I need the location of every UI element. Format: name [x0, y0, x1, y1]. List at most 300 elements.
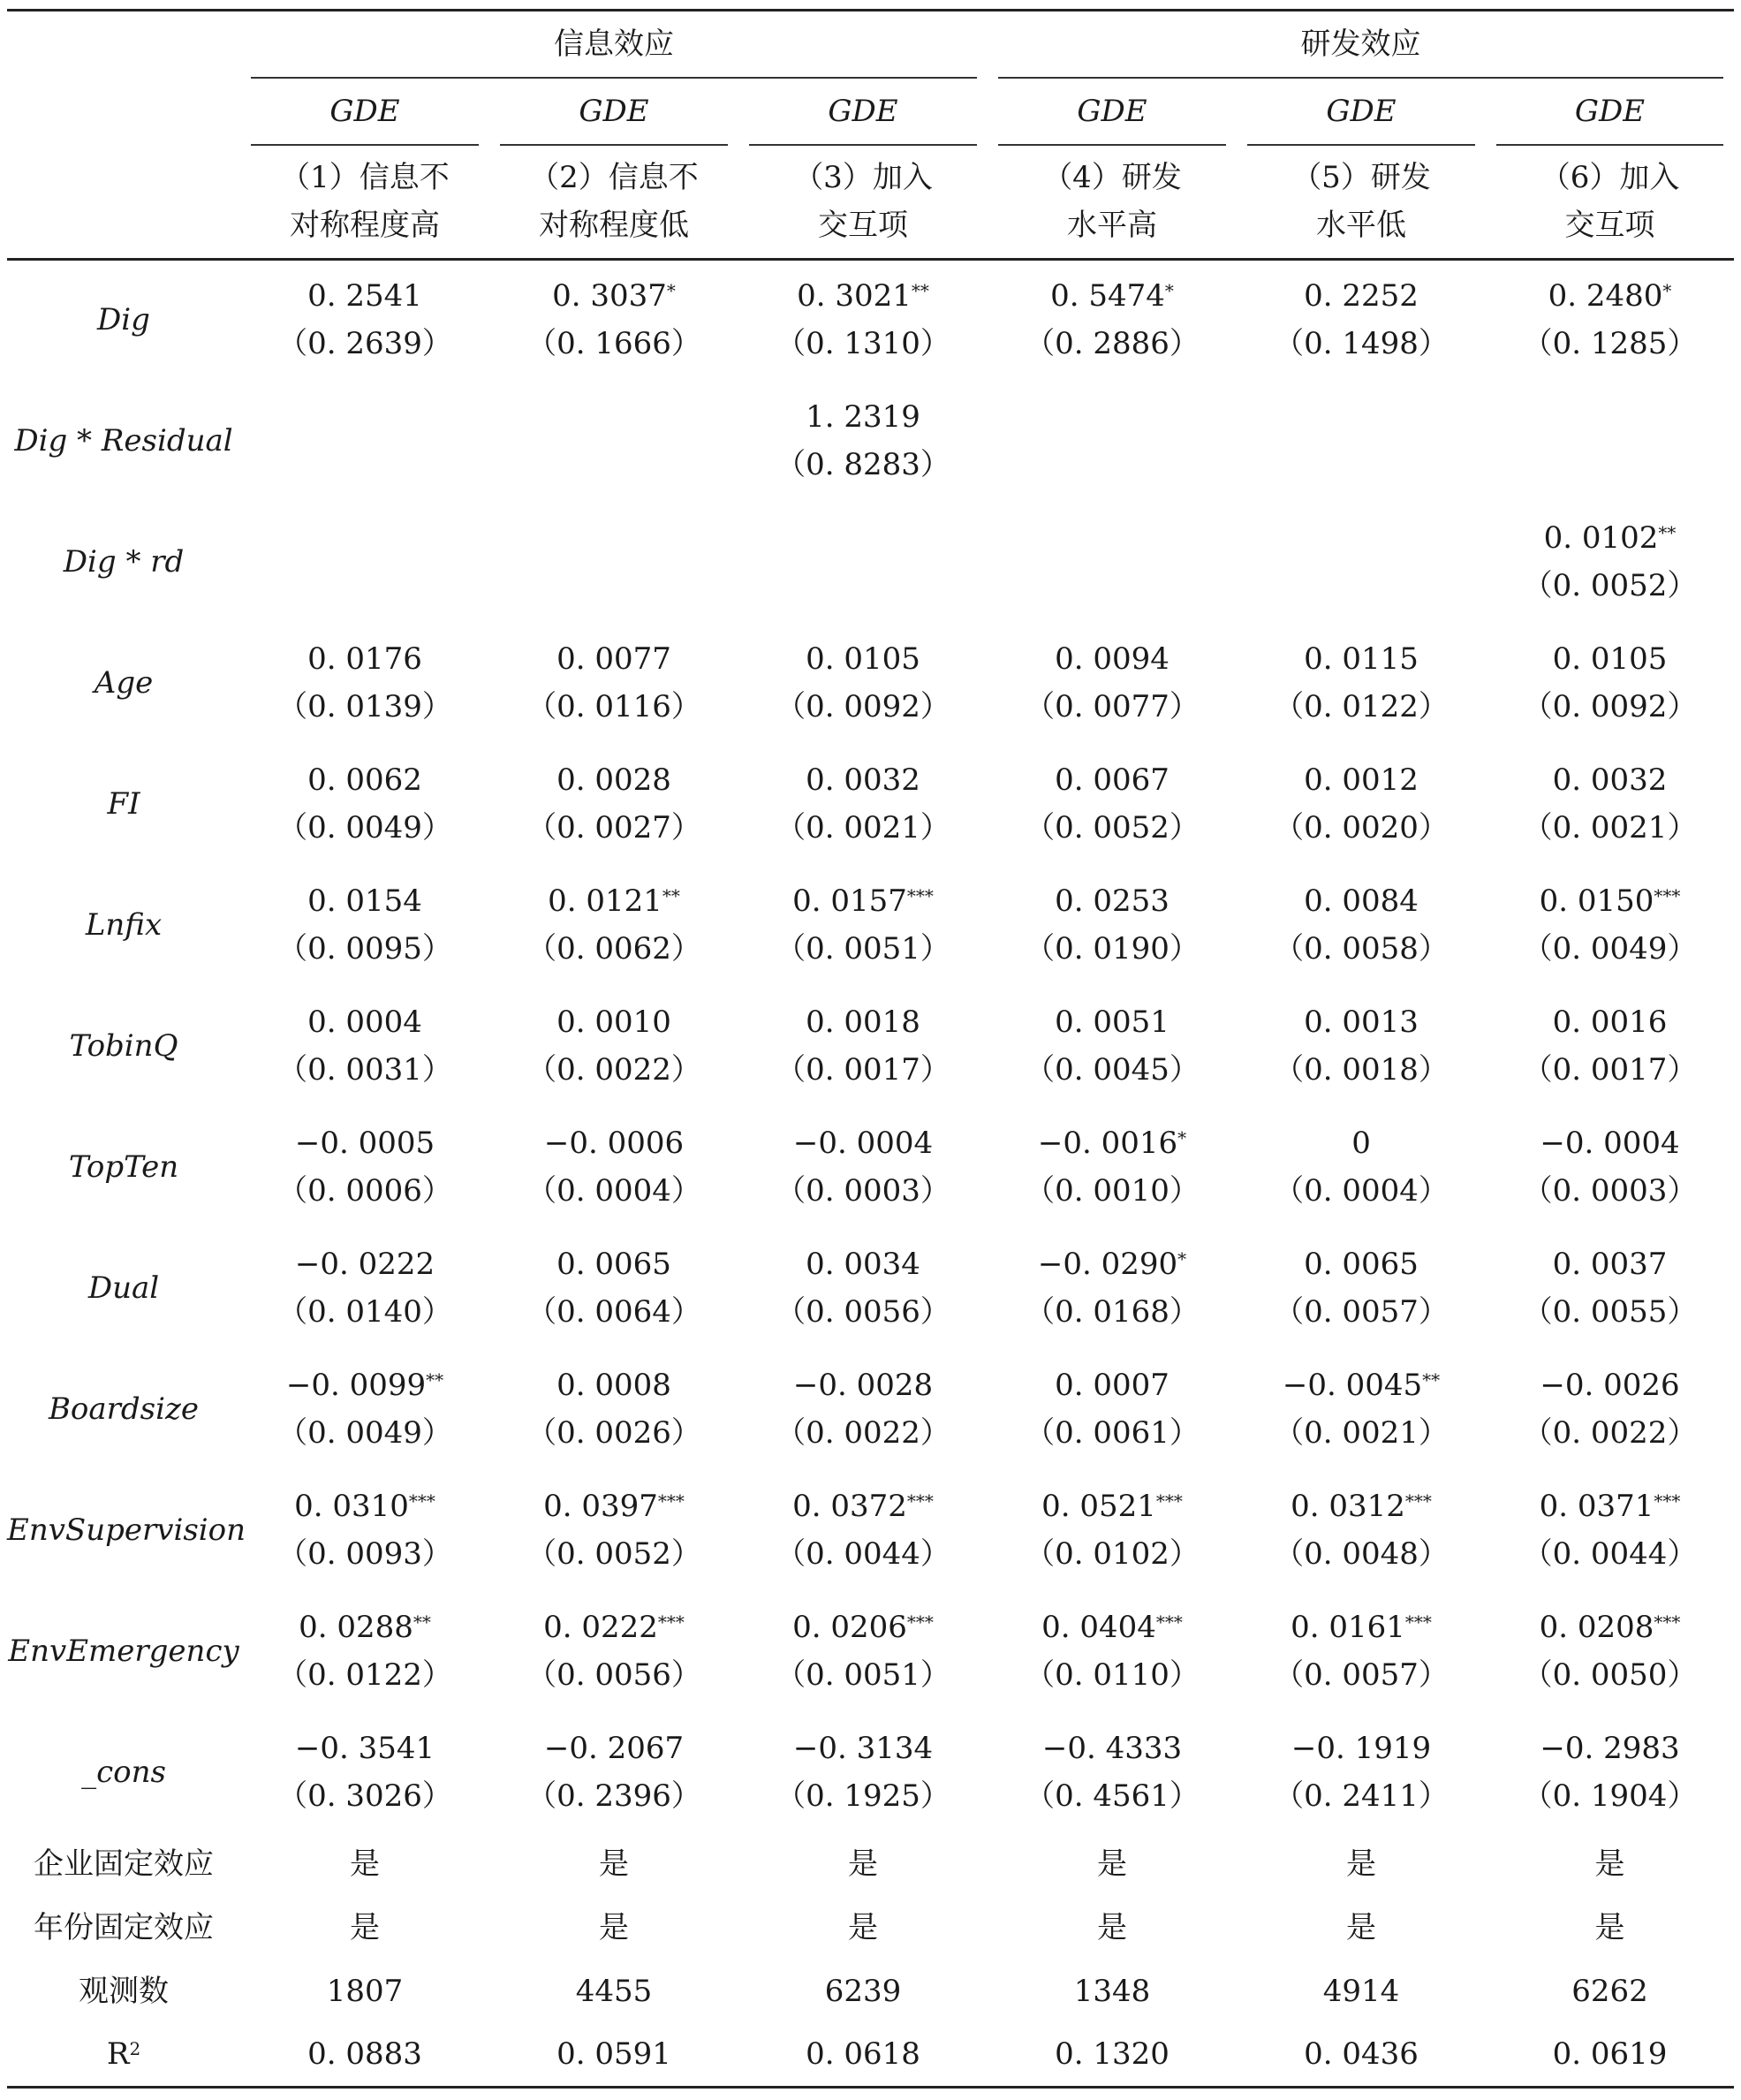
standard-error: （0. 0049）: [277, 809, 452, 845]
coefficient-cell: [988, 985, 1237, 1106]
coefficient-value: −0. 0045**: [1282, 1367, 1441, 1403]
coefficient-cell: [1237, 501, 1486, 622]
coefficient-value: −0. 4333: [1041, 1730, 1183, 1766]
standard-error: （0. 0116）: [526, 688, 701, 724]
significance-stars: *: [1177, 1247, 1187, 1270]
significance-stars: ***: [657, 1611, 685, 1633]
coefficient-cell: [240, 1469, 489, 1590]
r-squared-value: 0. 0591: [556, 2036, 671, 2073]
variable-name: EnvSupervision: [7, 1512, 246, 1548]
standard-error: （0. 0003）: [1522, 1172, 1698, 1209]
coefficient-cell: [489, 622, 738, 743]
significance-stars: **: [1422, 1368, 1441, 1391]
table-row: [7, 1348, 1734, 1469]
coefficient-value: 0. 0253: [1055, 883, 1169, 919]
standard-error: （0. 2411）: [1274, 1778, 1449, 1814]
coefficient-cell: [988, 864, 1237, 985]
coefficient-value: 0. 0105: [1552, 641, 1668, 677]
standard-error: （0. 0031）: [277, 1051, 452, 1088]
table-row: [7, 1469, 1734, 1590]
footer-value: 6262: [1571, 1974, 1648, 2009]
variable-name: EnvEmergency: [8, 1633, 239, 1669]
variable-name: Lnfix: [85, 906, 163, 943]
standard-error: （0. 0052）: [526, 1535, 701, 1572]
coefficient-cell: [988, 1348, 1237, 1469]
coefficient-cell: [988, 1469, 1237, 1590]
dep-var-label: GDE: [749, 79, 977, 146]
standard-error: （0. 0022）: [526, 1051, 701, 1088]
coefficient-value: −0. 1919: [1291, 1730, 1432, 1766]
table-row: [7, 743, 1734, 864]
coefficient-cell: [240, 1227, 489, 1348]
standard-error: （0. 0057）: [1274, 1656, 1449, 1693]
coefficient-cell: [489, 1711, 738, 1832]
coefficient-value: 0. 0016: [1552, 1004, 1668, 1040]
coefficient-cell: [240, 985, 489, 1106]
standard-error: （0. 0051）: [776, 930, 950, 967]
variable-name: Dig: [97, 302, 150, 338]
r-squared-row: [7, 2023, 1734, 2087]
significance-stars: *: [666, 280, 676, 302]
coefficient-value: 0. 0062: [307, 762, 422, 798]
coefficient-cell: [988, 501, 1237, 622]
standard-error: （0. 0021）: [776, 809, 950, 845]
coefficient-cell: [1237, 985, 1486, 1106]
dep-var-label: GDE: [251, 79, 479, 146]
coefficient-cell: [988, 1590, 1237, 1711]
significance-stars: ***: [1654, 1611, 1681, 1633]
coefficient-value: 0. 0312***: [1291, 1488, 1432, 1524]
coefficient-value: 0. 0028: [556, 762, 671, 798]
standard-error: （0. 2886）: [1025, 326, 1200, 362]
standard-error: （0. 0190）: [1025, 930, 1200, 967]
standard-error: （0. 0057）: [1274, 1293, 1449, 1330]
coefficient-value: 0. 0288**: [299, 1609, 431, 1645]
coefficient-value: 0. 3037*: [552, 278, 676, 315]
coefficient-cell: [1486, 1590, 1734, 1711]
standard-error: （0. 4561）: [1025, 1778, 1200, 1814]
coefficient-value: −0. 0006: [543, 1125, 685, 1161]
footer-value: 是: [599, 1910, 629, 1945]
coefficient-value: −0. 0099**: [285, 1367, 444, 1403]
coefficient-value: 0. 2480*: [1548, 278, 1672, 315]
significance-stars: **: [426, 1368, 444, 1391]
coefficient-value: 0. 0004: [307, 1004, 422, 1040]
standard-error: （0. 0064）: [526, 1293, 701, 1330]
coefficient-value: 0. 0037: [1552, 1246, 1668, 1282]
coefficient-value: 0. 0157***: [792, 883, 934, 919]
coefficient-value: 0. 0397***: [543, 1488, 685, 1524]
footer-value: 是: [599, 1846, 629, 1882]
footer-value: 4914: [1322, 1974, 1400, 2009]
coefficient-cell: [1237, 1469, 1486, 1590]
coefficient-cell: [1486, 1227, 1734, 1348]
standard-error: （0. 0056）: [776, 1293, 950, 1330]
coefficient-value: 0. 0102**: [1543, 519, 1677, 556]
footer-value: 是: [1594, 1846, 1625, 1882]
standard-error: （0. 0010）: [1025, 1172, 1200, 1209]
standard-error: （0. 0022）: [776, 1414, 950, 1451]
regression-table-container: [7, 9, 1734, 2089]
footer-value: 是: [1097, 1846, 1128, 1882]
coefficient-value: 0. 0051: [1055, 1004, 1169, 1040]
coefficient-cell: [1486, 1711, 1734, 1832]
coefficient-value: 0. 0310***: [294, 1488, 435, 1524]
standard-error: （0. 1666）: [526, 326, 701, 362]
table-row: [7, 380, 1734, 501]
coefficient-value: 0. 0105: [806, 641, 920, 677]
coefficient-value: 0. 0121**: [548, 883, 680, 919]
coefficient-cell: [240, 1106, 489, 1227]
coefficient-value: 0. 0521***: [1041, 1488, 1183, 1524]
coefficient-value: 0. 2541: [307, 278, 422, 315]
coefficient-value: 0. 0065: [1304, 1246, 1419, 1282]
group-header-rd-label: 研发效应: [998, 11, 1723, 79]
coefficient-cell: [1486, 622, 1734, 743]
standard-error: （0. 0062）: [526, 930, 701, 967]
footer-row: [7, 1896, 1734, 1960]
footer-value: 1348: [1073, 1974, 1151, 2009]
footer-value: 是: [848, 1910, 878, 1945]
coefficient-value: 0. 0208***: [1539, 1609, 1681, 1645]
standard-error: （0. 0017）: [1522, 1051, 1698, 1088]
coefficient-cell: [489, 501, 738, 622]
coefficient-value: −0. 0005: [294, 1125, 435, 1161]
standard-error: （0. 0049）: [277, 1414, 452, 1451]
table-row: [7, 501, 1734, 622]
coefficient-cell: [489, 985, 738, 1106]
coefficient-cell: [1486, 743, 1734, 864]
standard-error: （0. 0044）: [1522, 1535, 1698, 1572]
coefficient-cell: [738, 864, 988, 985]
standard-error: （0. 0004）: [1274, 1172, 1449, 1209]
coefficient-value: −0. 0004: [792, 1125, 934, 1161]
standard-error: （0. 0061）: [1025, 1414, 1200, 1451]
standard-error: （0. 0092）: [1522, 688, 1698, 724]
table-row: [7, 1106, 1734, 1227]
standard-error: （0. 0110）: [1025, 1656, 1200, 1693]
coefficient-value: 0. 0067: [1055, 762, 1169, 798]
coefficient-rows: [7, 259, 1734, 1832]
standard-error: （0. 0058）: [1274, 930, 1449, 967]
coefficient-value: −0. 2067: [543, 1730, 685, 1766]
coefficient-value: −0. 0026: [1540, 1367, 1680, 1403]
footer-label: 企业固定效应: [34, 1846, 214, 1882]
significance-stars: *: [1164, 280, 1174, 302]
standard-error: （0. 0122）: [1274, 688, 1449, 724]
standard-error: （0. 8283）: [776, 446, 950, 482]
r-squared-value: 0. 1320: [1055, 2036, 1169, 2073]
coefficient-value: 0. 5474*: [1050, 278, 1174, 315]
coefficient-value: 0. 0008: [556, 1367, 671, 1403]
coefficient-cell: [1237, 743, 1486, 864]
coefficient-cell: [1237, 1106, 1486, 1227]
dependent-var-row: [7, 79, 1734, 146]
standard-error: （0. 0020）: [1274, 809, 1449, 845]
coefficient-cell: [240, 380, 489, 501]
r-squared-value: 0. 0618: [806, 2036, 920, 2073]
coefficient-value: 0. 0084: [1304, 883, 1419, 919]
coefficient-value: 0. 0222***: [543, 1609, 685, 1645]
coefficient-cell: [988, 743, 1237, 864]
standard-error: （0. 0026）: [526, 1414, 701, 1451]
coefficient-cell: [738, 1348, 988, 1469]
coefficient-value: −0. 0016*: [1037, 1125, 1187, 1161]
coefficient-cell: [738, 501, 988, 622]
footer-label: 观测数: [79, 1974, 169, 2009]
significance-stars: ***: [906, 1490, 934, 1512]
coefficient-cell: [489, 1106, 738, 1227]
standard-error: （0. 2639）: [277, 326, 452, 362]
r-squared-value: 0. 0883: [307, 2036, 422, 2073]
coefficient-value: 0. 0371***: [1539, 1488, 1681, 1524]
footer-value: 4455: [575, 1974, 653, 2009]
standard-error: （0. 0048）: [1274, 1535, 1449, 1572]
coefficient-value: −0. 3134: [792, 1730, 934, 1766]
standard-error: （0. 0077）: [1025, 688, 1200, 724]
standard-error: （0. 0168）: [1025, 1293, 1200, 1330]
standard-error: （0. 0056）: [526, 1656, 701, 1693]
coefficient-value: 0. 0176: [307, 641, 422, 677]
standard-error: （0. 0052）: [1025, 809, 1200, 845]
significance-stars: *: [1662, 280, 1672, 302]
coefficient-value: −0. 3541: [294, 1730, 435, 1766]
significance-stars: ***: [1654, 884, 1681, 906]
coefficient-cell: [738, 1711, 988, 1832]
variable-name: _cons: [81, 1754, 166, 1790]
table-row: [7, 1227, 1734, 1348]
standard-error: （0. 0018）: [1274, 1051, 1449, 1088]
coefficient-value: 0. 0077: [556, 641, 671, 677]
standard-error: （0. 0021）: [1522, 809, 1698, 845]
r-squared-value: 0. 0436: [1304, 2036, 1419, 2073]
column-label: （4）研发 水平高: [1042, 160, 1182, 244]
table-row: [7, 864, 1734, 985]
dep-var-label: GDE: [998, 79, 1226, 146]
coefficient-value: 0. 0206***: [792, 1609, 934, 1645]
column-label: （6）加入 交互项: [1540, 160, 1680, 244]
coefficient-cell: [240, 1711, 489, 1832]
r-squared-label: $R^2$: [106, 2036, 141, 2073]
group-header-info: [240, 11, 988, 80]
coefficient-cell: [489, 864, 738, 985]
coefficient-cell: [489, 259, 738, 380]
dep-var-label: GDE: [1247, 79, 1475, 146]
coefficient-cell: [1486, 1106, 1734, 1227]
coefficient-cell: [240, 501, 489, 622]
coefficient-value: 0. 0372***: [792, 1488, 934, 1524]
footer-value: 是: [1097, 1910, 1128, 1945]
standard-error: （0. 0050）: [1522, 1656, 1698, 1693]
footer-value: 是: [350, 1910, 380, 1945]
coefficient-cell: [489, 1469, 738, 1590]
coefficient-value: −0. 2983: [1540, 1730, 1680, 1766]
variable-name: Dig * rd: [63, 543, 185, 580]
coefficient-cell: [240, 259, 489, 380]
coefficient-cell: [489, 1348, 738, 1469]
significance-stars: ***: [1155, 1490, 1183, 1512]
coefficient-cell: [1237, 1590, 1486, 1711]
coefficient-cell: [738, 622, 988, 743]
footer-value: 是: [1346, 1846, 1377, 1882]
standard-error: （0. 0004）: [526, 1172, 701, 1209]
footer-rows: [7, 1832, 1734, 2087]
significance-stars: ***: [408, 1490, 435, 1512]
regression-table: [7, 9, 1734, 2089]
r-squared-value: 0. 0619: [1552, 2036, 1668, 2073]
standard-error: （0. 0006）: [277, 1172, 452, 1209]
coefficient-value: 0. 0013: [1304, 1004, 1419, 1040]
standard-error: （0. 1925）: [776, 1778, 950, 1814]
standard-error: （0. 0095）: [277, 930, 452, 967]
table-row: [7, 259, 1734, 380]
coefficient-value: 0: [1351, 1125, 1371, 1161]
coefficient-cell: [1486, 1469, 1734, 1590]
variable-name: TopTen: [68, 1149, 179, 1185]
column-label: （2）信息不 对称程度低: [529, 160, 699, 244]
coefficient-cell: [1237, 380, 1486, 501]
coefficient-value: 0. 0115: [1304, 641, 1419, 677]
table-row: [7, 1711, 1734, 1832]
standard-error: （0. 1498）: [1274, 326, 1449, 362]
coefficient-cell: [738, 1590, 988, 1711]
column-label: （3）加入 交互项: [793, 160, 933, 244]
significance-stars: ***: [906, 884, 934, 906]
footer-value: 是: [1594, 1910, 1625, 1945]
significance-stars: **: [413, 1611, 431, 1633]
coefficient-value: 0. 0094: [1055, 641, 1169, 677]
group-header-rd: [988, 11, 1734, 80]
stub-header: [7, 11, 240, 80]
standard-error: （0. 0140）: [277, 1293, 452, 1330]
dep-var-label: GDE: [1496, 79, 1723, 146]
coefficient-value: 1. 2319: [806, 398, 920, 435]
coefficient-cell: [1237, 1711, 1486, 1832]
column-label-row: [7, 146, 1734, 259]
coefficient-cell: [1237, 1348, 1486, 1469]
significance-stars: ***: [906, 1611, 934, 1633]
coefficient-value: 0. 0150***: [1539, 883, 1681, 919]
group-header-info-label: 信息效应: [251, 11, 977, 79]
coefficient-value: 0. 0007: [1055, 1367, 1169, 1403]
standard-error: （0. 0003）: [776, 1172, 950, 1209]
coefficient-cell: [240, 1590, 489, 1711]
coefficient-value: 0. 0032: [1552, 762, 1668, 798]
standard-error: （0. 0022）: [1522, 1414, 1698, 1451]
significance-stars: *: [1177, 1126, 1187, 1149]
column-label: （5）研发 水平低: [1291, 160, 1431, 244]
coefficient-cell: [988, 380, 1237, 501]
coefficient-value: 0. 3021**: [797, 278, 929, 315]
table-row: [7, 622, 1734, 743]
coefficient-cell: [489, 1590, 738, 1711]
coefficient-value: −0. 0290*: [1037, 1246, 1187, 1282]
standard-error: （0. 0044）: [776, 1535, 950, 1572]
dep-var-label: GDE: [500, 79, 728, 146]
variable-name: Age: [94, 664, 154, 701]
coefficient-value: −0. 0222: [294, 1246, 435, 1282]
coefficient-cell: [738, 259, 988, 380]
coefficient-cell: [1486, 259, 1734, 380]
coefficient-cell: [738, 1227, 988, 1348]
coefficient-cell: [1486, 985, 1734, 1106]
footer-row: [7, 1960, 1734, 2023]
standard-error: （0. 0055）: [1522, 1293, 1698, 1330]
footer-value: 是: [1346, 1910, 1377, 1945]
standard-error: （0. 0027）: [526, 809, 701, 845]
coefficient-cell: [240, 622, 489, 743]
coefficient-value: 0. 0154: [307, 883, 422, 919]
standard-error: （0. 0051）: [776, 1656, 950, 1693]
coefficient-cell: [738, 380, 988, 501]
footer-row: [7, 1832, 1734, 1896]
coefficient-value: 0. 0010: [556, 1004, 671, 1040]
coefficient-cell: [489, 1227, 738, 1348]
coefficient-cell: [738, 1106, 988, 1227]
coefficient-cell: [738, 985, 988, 1106]
coefficient-value: 0. 2252: [1304, 278, 1419, 315]
coefficient-cell: [1237, 259, 1486, 380]
coefficient-value: −0. 0004: [1540, 1125, 1680, 1161]
coefficient-value: 0. 0065: [556, 1246, 671, 1282]
coefficient-cell: [988, 259, 1237, 380]
significance-stars: **: [662, 884, 680, 906]
coefficient-cell: [1237, 622, 1486, 743]
standard-error: （0. 0021）: [1274, 1414, 1449, 1451]
variable-name: Dual: [87, 1270, 160, 1306]
coefficient-value: 0. 0161***: [1291, 1609, 1432, 1645]
variable-name: Dig * Residual: [14, 422, 233, 459]
column-label: （1）信息不 对称程度高: [280, 160, 450, 244]
coefficient-cell: [988, 622, 1237, 743]
significance-stars: ***: [1404, 1490, 1432, 1512]
coefficient-value: 0. 0034: [806, 1246, 920, 1282]
standard-error: （0. 0017）: [776, 1051, 950, 1088]
group-header-row: [7, 11, 1734, 80]
significance-stars: **: [1658, 521, 1677, 543]
standard-error: （0. 1310）: [776, 326, 950, 362]
footer-value: 是: [350, 1846, 380, 1882]
coefficient-cell: [738, 1469, 988, 1590]
coefficient-cell: [489, 743, 738, 864]
coefficient-cell: [489, 380, 738, 501]
coefficient-value: 0. 0404***: [1041, 1609, 1183, 1645]
variable-name: TobinQ: [69, 1027, 178, 1064]
coefficient-cell: [240, 1348, 489, 1469]
coefficient-cell: [240, 743, 489, 864]
standard-error: （0. 0052）: [1522, 567, 1698, 603]
coefficient-cell: [988, 1227, 1237, 1348]
table-row: [7, 985, 1734, 1106]
standard-error: （0. 0122）: [277, 1656, 452, 1693]
standard-error: （0. 1285）: [1522, 326, 1698, 362]
standard-error: （0. 2396）: [526, 1778, 701, 1814]
footer-value: 是: [848, 1846, 878, 1882]
coefficient-value: −0. 0028: [792, 1367, 934, 1403]
standard-error: （0. 1904）: [1522, 1778, 1698, 1814]
coefficient-value: 0. 0032: [806, 762, 920, 798]
coefficient-value: 0. 0012: [1304, 762, 1419, 798]
coefficient-cell: [988, 1711, 1237, 1832]
variable-name: Boardsize: [48, 1391, 200, 1427]
coefficient-cell: [1237, 1227, 1486, 1348]
standard-error: （0. 0049）: [1522, 930, 1698, 967]
footer-label: 年份固定效应: [34, 1910, 214, 1945]
coefficient-cell: [1486, 864, 1734, 985]
coefficient-value: 0. 0018: [806, 1004, 920, 1040]
standard-error: （0. 0045）: [1025, 1051, 1200, 1088]
coefficient-cell: [240, 864, 489, 985]
